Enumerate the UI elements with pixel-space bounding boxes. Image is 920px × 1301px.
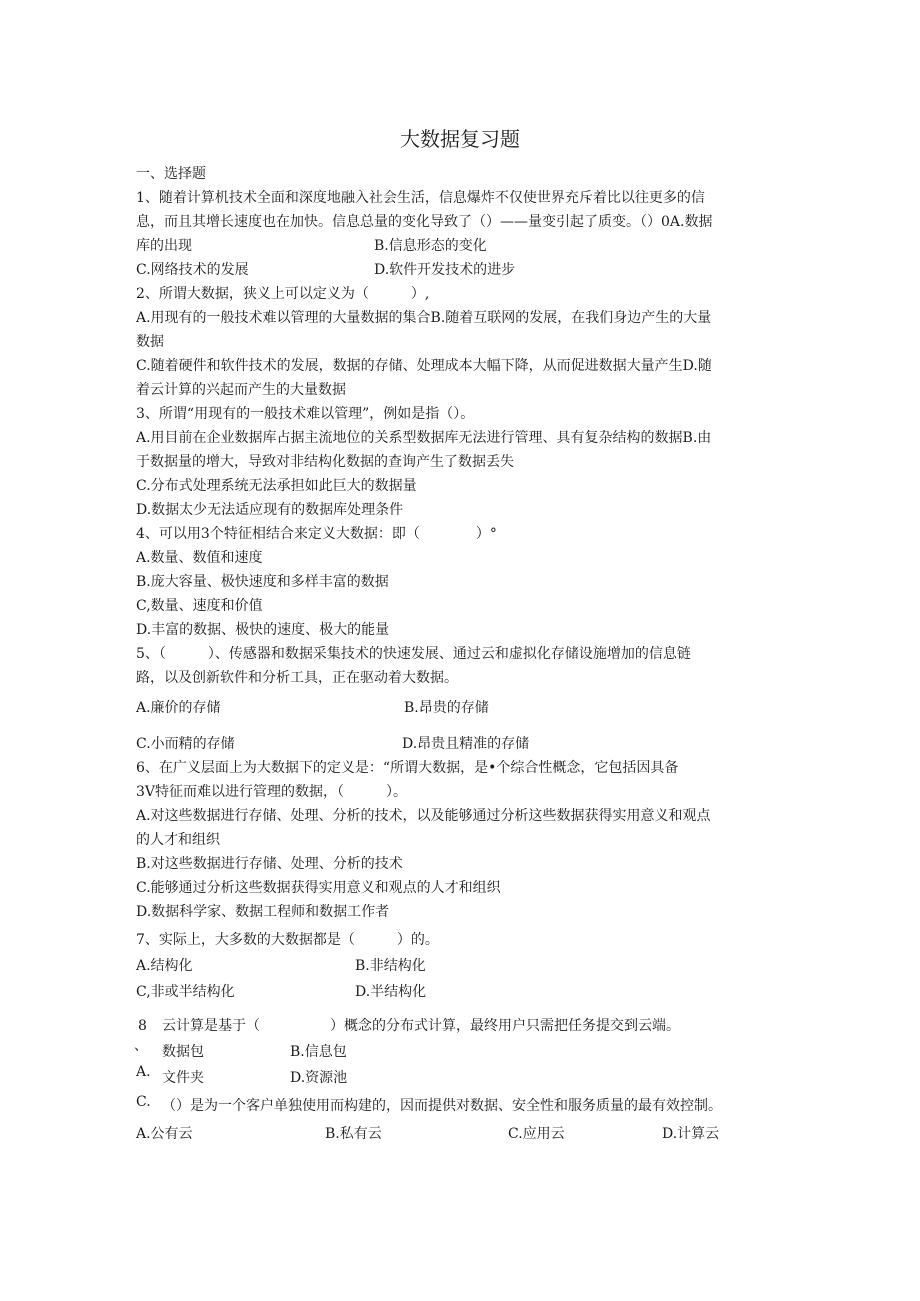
q7-option-c: C,非或半结构化	[136, 984, 235, 1000]
q8-marker-c: C.	[136, 1094, 151, 1110]
q6-option-a-line-2: 的人才和组织	[136, 832, 220, 848]
q3-line-4: C.分布式处理系统无法承担如此巨大的数据量	[136, 478, 417, 494]
q4-option-c: C,数量、速度和价值	[136, 598, 263, 614]
q6-option-b: B.对这些数据进行存储、处理、分析的技术	[136, 856, 403, 872]
q1-option-b: B.信息形态的变化	[374, 238, 487, 254]
q6-option-a-line-1: A.对这些数据进行存储、处理、分析的技术，以及能够通过分析这些数据获得实用意义和观点	[136, 808, 711, 824]
q8-number: 8	[138, 1018, 147, 1034]
q4-line-1: 4、可以用3个特征相结合来定义大数据：即（ ）°	[136, 526, 497, 542]
q3-line-2: A.用目前在企业数据库占据主流地位的关系型数据库无法进行管理、具有复杂结构的数据B.由	[136, 430, 712, 446]
q9-line-1: （）是为一个客户单独使用而构建的，因而提供对数据、安全性和服务质量的最有效控制。	[162, 1098, 722, 1114]
q8-option-a: 数据包	[162, 1044, 204, 1060]
q9-option-a: A.公有云	[136, 1126, 193, 1142]
q6-option-c: C.能够通过分析这些数据获得实用意义和观点的人才和组织	[136, 880, 501, 896]
q2-line-3: 数据	[136, 334, 164, 350]
q5-option-d: D.昂贵且精准的存储	[402, 736, 530, 752]
q1-option-d: D.软件开发技术的进步	[374, 262, 516, 278]
q8-option-b: B.信息包	[290, 1044, 347, 1060]
q8-line-1: 云计算是基于（ ）概念的分布式计算，最终用户只需把任务提交到云端。	[162, 1018, 680, 1034]
q4-option-b: B.庞大容量、极快速度和多样丰富的数据	[136, 574, 389, 590]
q7-option-a: A.结构化	[136, 958, 193, 974]
q6-line-2: 3V特征而难以进行管理的数据，（ ）。	[136, 784, 408, 800]
q9-option-c: C.应用云	[508, 1126, 565, 1142]
q7-option-b: B.非结构化	[355, 958, 426, 974]
q3-line-1: 3、所谓“用现有的一般技术难以管理”，例如是指（）。	[136, 406, 475, 422]
q8-option-c: 文件夹	[162, 1070, 204, 1086]
q4-option-d: D.丰富的数据、极快的速度、极大的能量	[136, 622, 390, 638]
q9-option-b: B.私有云	[325, 1126, 382, 1142]
q1-option-c: C.网络技术的发展	[136, 262, 249, 278]
page-title: 大数据复习题	[400, 127, 520, 151]
section-heading: 一、选择题	[136, 166, 206, 182]
q8-separator: 、	[134, 1038, 148, 1054]
q2-line-5: 着云计算的兴起而产生的大量数据	[136, 382, 346, 398]
q2-line-4: C.随着硬件和软件技术的发展，数据的存储、处理成本大幅下降，从而促进数据大量产生D.随	[136, 358, 712, 374]
q8-option-d: D.资源池	[290, 1070, 348, 1086]
q5-option-c: C.小而精的存储	[136, 736, 235, 752]
q1-line-2: 息，而且其增长速度也在加快。信息总量的变化导致了（）——量变引起了质变。（）0A.数据	[136, 214, 713, 230]
q1-line-3a: 库的出现	[136, 238, 192, 254]
q8-marker-a: A.	[136, 1064, 151, 1080]
q5-option-b: B.昂贵的存储	[404, 700, 489, 716]
q9-option-d: D.计算云	[662, 1126, 720, 1142]
q2-line-1: 2、所谓大数据，狭义上可以定义为（ ）,	[136, 286, 430, 302]
q4-option-a: A.数量、数值和速度	[136, 550, 263, 566]
q2-line-2: A.用现有的一般技术难以管理的大量数据的集合B.随着互联网的发展，在我们身边产生的大量	[136, 310, 712, 326]
q7-line-1: 7、实际上，大多数的大数据都是（ ）的。	[136, 932, 439, 948]
q5-line-1: 5、（ ）、传感器和数据采集技术的快速发展、通过云和虚拟化存储设施增加的信息链	[136, 646, 691, 662]
q3-line-5: D.数据太少无法适应现有的数据库处理条件	[136, 502, 404, 518]
q6-option-d: D.数据科学家、数据工程师和数据工作者	[136, 904, 390, 920]
q7-option-d: D.半结构化	[355, 984, 427, 1000]
q5-line-2: 路，以及创新软件和分析工具，正在驱动着大数据。	[136, 670, 458, 686]
q6-line-1: 6、在广义层面上为大数据下的定义是：“所谓大数据，是•个综合性概念，它包括因具备	[136, 760, 679, 776]
q3-line-3: 于数据量的增大，导致对非结构化数据的查询产生了数据丢失	[136, 454, 514, 470]
q5-option-a: A.廉价的存储	[136, 700, 221, 716]
q1-line-1: 1、随着计算机技术全面和深度地融入社会生活，信息爆炸不仅使世界充斥着比以往更多的信	[136, 190, 705, 206]
